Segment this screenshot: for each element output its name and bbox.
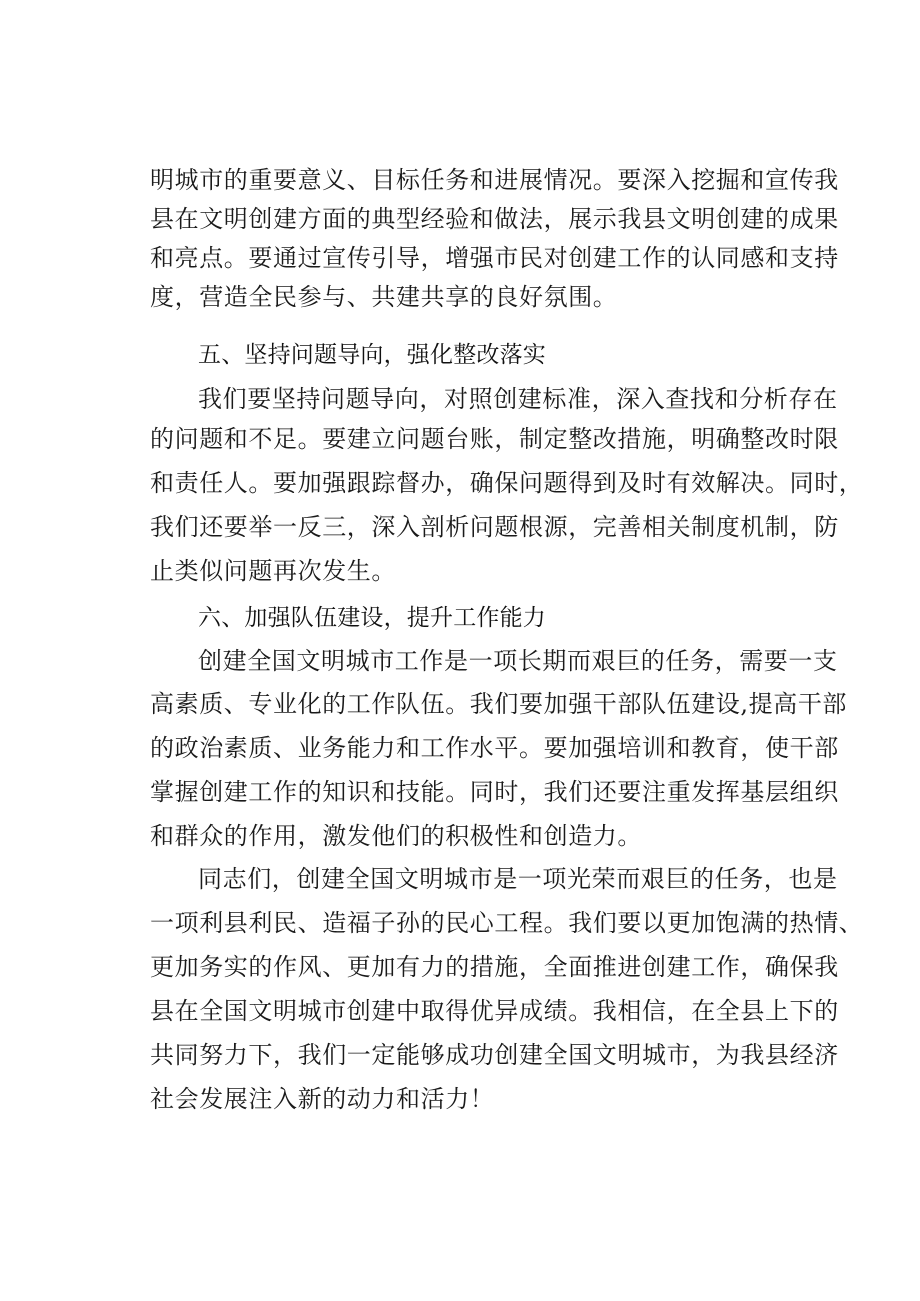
section-6-line-2: 高素质、专业化的工作队伍。我们要加强干部队伍建设,提高干部 [150,690,848,718]
section-6-line-4: 掌握创建工作的知识和技能。同时，我们还要注重发挥基层组织 [150,778,839,806]
intro-line-2: 县在文明创建方面的典型经验和做法，展示我县文明创建的成果 [150,205,839,233]
section-5-line-4: 我们还要举一反三，深入剖析问题根源，完善相关制度机制，防 [150,513,839,541]
intro-line-1: 明城市的重要意义、目标任务和进展情况。要深入挖掘和宣传我 [150,166,839,194]
section-6-line-1: 创建全国文明城市工作是一项长期而艰巨的任务，需要一支 [198,647,838,675]
intro-line-3: 和亮点。要通过宣传引导，增强市民对创建工作的认同感和支持 [150,244,839,272]
section-6-line-3: 的政治素质、业务能力和工作水平。要加强培训和教育，使干部 [150,734,839,762]
section-5-line-1: 我们要坚持问题导向，对照创建标准，深入查找和分析存在 [198,385,838,413]
closing-line-2: 一项利县利民、造福子孙的民心工程。我们要以更加饱满的热情、 [150,909,864,937]
section-5-heading: 五、坚持问题导向，强化整改落实 [198,342,546,368]
section-5-line-3: 和责任人。要加强跟踪督办，确保问题得到及时有效解决。同时， [150,469,864,497]
closing-line-5: 共同努力下，我们一定能够成功创建全国文明城市，为我县经济 [150,1041,839,1069]
closing-line-4: 县在全国文明城市创建中取得优异成绩。我相信，在全县上下的 [150,997,839,1025]
section-6-line-5: 和群众的作用，激发他们的积极性和创造力。 [150,822,642,850]
section-5-line-5: 止类似问题再次发生。 [150,557,396,585]
intro-line-4: 度，营造全民参与、共建共享的良好氛围。 [150,283,618,311]
section-6-heading: 六、加强队伍建设，提升工作能力 [198,605,546,631]
closing-line-1: 同志们，创建全国文明城市是一项光荣而艰巨的任务，也是 [198,865,838,893]
section-5-line-2: 的问题和不足。要建立问题台账，制定整改措施，明确整改时限 [150,425,839,453]
closing-line-6: 社会发展注入新的动力和活力！ [150,1085,495,1113]
closing-line-3: 更加务实的作风、更加有力的措施，全面推进创建工作，确保我 [150,953,839,981]
